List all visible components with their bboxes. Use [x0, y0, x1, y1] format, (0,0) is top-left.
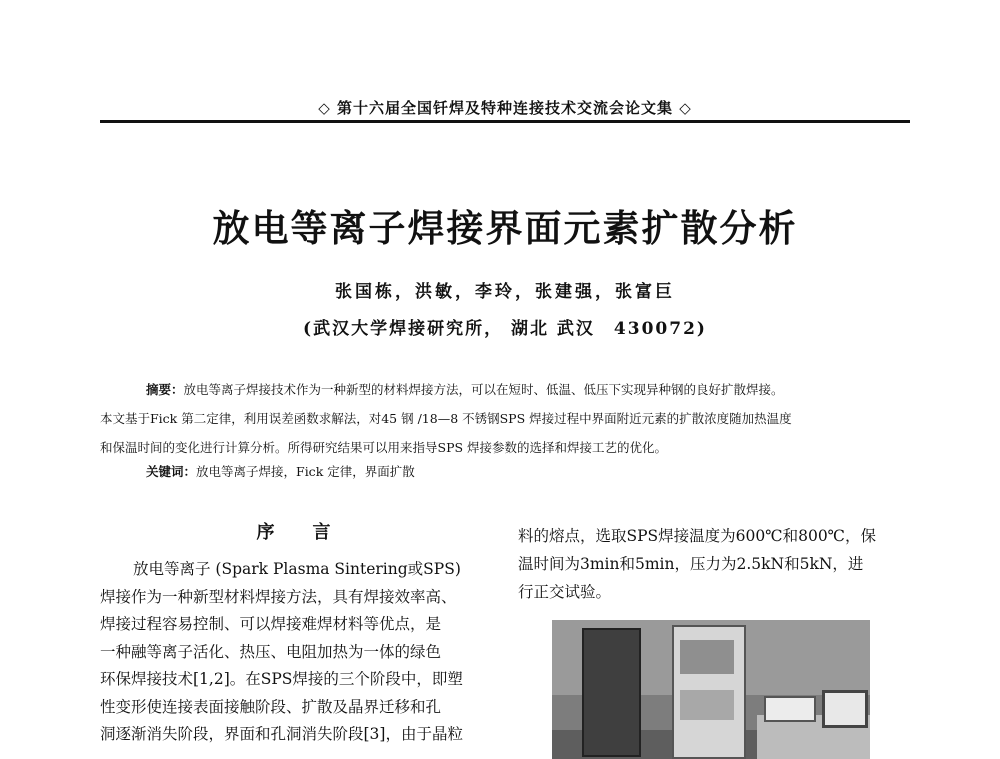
paper-authors: 张国栋，洪敏，李玲，张建强，张富巨	[335, 282, 675, 302]
keywords-text: 放电等离子焊接，Fick 定律，界面扩散	[196, 464, 415, 479]
keywords-label: 关键词：	[146, 464, 197, 479]
right-line: 料的熔点，选取SPS焊接温度为600℃和800℃，保	[518, 527, 877, 545]
intro-line: 环保焊接技术[1,2]。在SPS焊接的三个阶段中，即塑	[100, 670, 463, 688]
intro-line: 洞逐渐消失阶段，界面和孔洞消失阶段[3]，由于晶粒	[100, 725, 463, 743]
instrument-box	[764, 696, 816, 722]
paper-title: 放电等离子焊接界面元素扩散分析	[212, 207, 798, 250]
intro-paragraph	[100, 556, 497, 749]
intro-line: 一种融等离子活化、热压、电阻加热为一体的绿色	[100, 642, 442, 661]
intro-line: 放电等离子 (Spark Plasma Sintering或SPS)	[133, 560, 461, 578]
right-column	[518, 522, 910, 606]
press-frame	[582, 628, 641, 757]
running-header: ◇ 第十六届全国钎焊及特种连接技术交流会论文集 ◇	[318, 99, 692, 117]
abstract-line-2: 本文基于Fick 第二定律，利用误差函数求解法，对45 钢 /18—8 不锈钢SPS 焊接过程中界面附近元素的扩散浓度随加热温度	[100, 411, 792, 426]
abstract-line-1	[100, 375, 910, 404]
abstract-text-1: 放电等离子焊接技术作为一种新型的材料焊接方法，可以在短时、低温、低压下实现异种钢的良好扩散焊接。	[183, 382, 784, 397]
right-line: 行正交试验。	[518, 583, 612, 601]
abstract-label: 摘要：	[146, 382, 184, 397]
header-rule	[100, 120, 910, 123]
intro-line: 焊接作为一种新型材料焊接方法，具有焊接效率高、	[100, 587, 457, 606]
abstract	[100, 375, 910, 462]
cabinet-panel	[680, 640, 734, 674]
paper-affiliation: (武汉大学焊接研究所， 湖北 武汉 430072)	[303, 319, 707, 339]
intro-line: 性变形使连接表面接触阶段、扩散及晶界迁移和孔	[100, 697, 442, 716]
abstract-line-3: 和保温时间的变化进行计算分析。所得研究结果可以用来指导SPS 焊接参数的选择和焊接工艺的优化。	[100, 440, 668, 455]
cabinet-panel	[680, 690, 734, 720]
keywords	[146, 461, 910, 483]
equipment-photo	[552, 620, 870, 759]
left-column	[100, 518, 497, 749]
right-line: 温时间为3min和5min，压力为2.5kN和5kN，进	[518, 555, 864, 573]
intro-line: 焊接过程容易控制、可以焊接难焊材料等优点，是	[100, 615, 442, 633]
computer-monitor	[822, 690, 868, 728]
section-title: 序 言	[256, 522, 341, 543]
